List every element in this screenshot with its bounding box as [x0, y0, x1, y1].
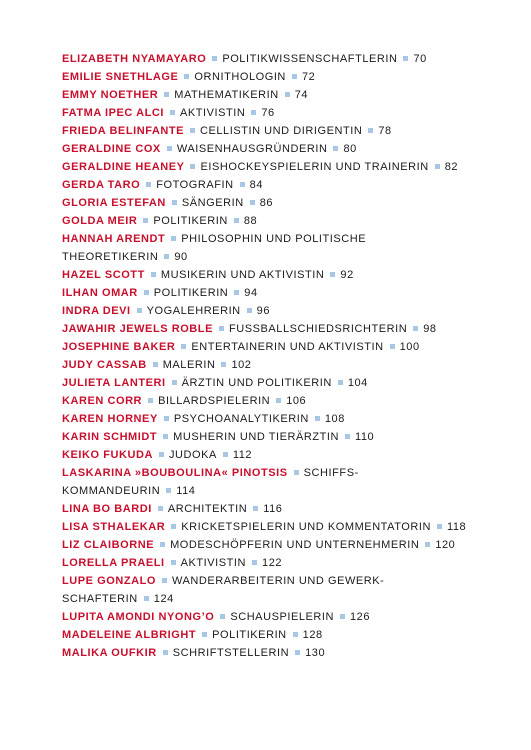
entry-name: LISA STHALEKAR: [62, 521, 166, 533]
entry-description: AKTIVISTIN: [180, 557, 247, 569]
entry-page-number: 82: [444, 161, 459, 173]
index-entry: [62, 122, 482, 140]
separator-square-icon: [212, 56, 217, 61]
separator-square-icon: [413, 326, 418, 331]
separator-square-icon: [184, 74, 189, 79]
index-entry: [62, 302, 482, 320]
index-entry: [62, 104, 482, 122]
entry-description: SCHAUSPIELERIN: [230, 611, 334, 623]
index-entry: [62, 464, 482, 500]
separator-square-icon: [252, 560, 257, 565]
separator-square-icon: [164, 416, 169, 421]
entry-description: KRICKETSPIELERIN UND KOMMENTATORIN: [181, 521, 431, 533]
separator-square-icon: [167, 146, 172, 151]
entry-page-number: 88: [243, 215, 258, 227]
separator-square-icon: [164, 92, 169, 97]
entry-name: GOLDA MEIR: [62, 215, 138, 227]
separator-square-icon: [143, 218, 148, 223]
index-entry: [62, 212, 482, 230]
separator-square-icon: [202, 632, 207, 637]
index-entry: [62, 68, 482, 86]
entry-description: WANDERARBEITERIN UND GEWERK-: [172, 575, 385, 587]
separator-square-icon: [171, 560, 176, 565]
entry-page-number: 108: [324, 413, 345, 425]
entry-page-number: 98: [423, 323, 437, 335]
entry-description: BILLARDSPIELERIN: [158, 395, 271, 407]
separator-square-icon: [146, 182, 151, 187]
separator-square-icon: [368, 128, 373, 133]
separator-square-icon: [276, 398, 281, 403]
entry-description: FUSSBALLSCHIEDSRICHTERIN: [228, 323, 408, 335]
entry-name: JOSEPHINE BAKER: [62, 341, 176, 353]
separator-square-icon: [172, 380, 177, 385]
entry-page-number: 70: [413, 53, 427, 65]
entry-page-number: 114: [176, 485, 196, 497]
entry-description: ÄRZTIN UND POLITIKERIN: [181, 377, 332, 389]
entry-page-number: 106: [286, 395, 307, 407]
entry-name: JUDY CASSAB: [62, 359, 147, 371]
entry-description: ARCHITEKTIN: [167, 503, 248, 515]
entry-description: MUSIKERIN UND AKTIVISTIN: [160, 269, 325, 281]
separator-square-icon: [221, 362, 226, 367]
entry-page-number: 78: [378, 125, 392, 137]
entry-page-number: 72: [301, 71, 316, 83]
entry-name: KAREN CORR: [62, 395, 143, 407]
separator-square-icon: [340, 614, 345, 619]
entry-description: MALERIN: [162, 359, 216, 371]
separator-square-icon: [181, 344, 186, 349]
index-entry: [62, 158, 482, 176]
entry-page-number: 118: [446, 521, 467, 533]
separator-square-icon: [219, 326, 224, 331]
index-entry: [62, 536, 482, 554]
entry-description: YOGALEHRERIN: [146, 305, 241, 317]
entry-name: EMILIE SNETHLAGE: [62, 71, 179, 83]
entry-name: FRIEDA BELINFANTE: [62, 125, 184, 137]
index-entry: [62, 194, 482, 212]
entry-description: POLITIKERIN: [212, 629, 287, 641]
separator-square-icon: [437, 524, 442, 529]
separator-square-icon: [223, 452, 228, 457]
entry-description: MODESCHÖPFERIN UND UNTERNEHMERIN: [170, 539, 420, 551]
entry-description: ORNITHOLOGIN: [194, 71, 286, 83]
entry-description: SCHRIFTSTELLERIN: [172, 647, 290, 659]
index-entry: [62, 230, 482, 266]
entry-description-continued: THEORETIKERIN: [62, 251, 159, 263]
index-entry: [62, 284, 482, 302]
entry-page-number: 80: [343, 143, 357, 155]
entry-name: GLORIA ESTEFAN: [62, 197, 166, 209]
separator-square-icon: [144, 290, 149, 295]
entry-name: INDRA DEVI: [62, 305, 131, 317]
entry-page-number: 102: [231, 359, 252, 371]
index-entry: [62, 626, 482, 644]
separator-square-icon: [172, 200, 177, 205]
separator-square-icon: [190, 164, 195, 169]
entry-page-number: 120: [435, 539, 456, 551]
separator-square-icon: [338, 380, 343, 385]
separator-square-icon: [435, 164, 440, 169]
separator-square-icon: [137, 308, 142, 313]
separator-square-icon: [240, 182, 245, 187]
index-entry: [62, 338, 482, 356]
entry-page-number: 86: [259, 197, 274, 209]
entry-name: KARIN SCHMIDT: [62, 431, 158, 443]
entry-name: HANNAH ARENDT: [62, 233, 166, 245]
separator-square-icon: [190, 128, 195, 133]
index-entry: [62, 410, 482, 428]
separator-square-icon: [163, 434, 168, 439]
entry-description: JUDOKA: [168, 449, 217, 461]
index-entry: [62, 392, 482, 410]
entry-page-number: 126: [349, 611, 370, 623]
entry-name: MADELEINE ALBRIGHT: [62, 629, 197, 641]
entry-name: HAZEL SCOTT: [62, 269, 145, 281]
entry-description: CELLISTIN UND DIRIGENTIN: [200, 125, 363, 137]
separator-square-icon: [315, 416, 320, 421]
index-entry: [62, 572, 482, 608]
entry-page-number: 90: [174, 251, 188, 263]
separator-square-icon: [158, 506, 163, 511]
entry-description: POLITIKERIN: [153, 215, 228, 227]
entry-name: KEIKO FUKUDA: [62, 449, 153, 461]
index-entry: [62, 644, 482, 662]
entry-name: JULIETA LANTERI: [62, 377, 166, 389]
separator-square-icon: [425, 542, 430, 547]
entry-name: LUPE GONZALO: [62, 575, 156, 587]
index-entry: [62, 176, 482, 194]
entry-description: AKTIVISTIN: [179, 107, 246, 119]
separator-square-icon: [234, 218, 239, 223]
separator-square-icon: [292, 74, 297, 79]
separator-square-icon: [294, 470, 299, 475]
index-entry: [62, 320, 482, 338]
entry-page-number: 110: [355, 431, 375, 443]
entry-name: LINA BO BARDI: [62, 503, 152, 515]
entry-continuation: [62, 590, 482, 608]
separator-square-icon: [403, 56, 408, 61]
entry-name: FATMA IPEC ALCI: [62, 107, 164, 119]
separator-square-icon: [345, 434, 350, 439]
entry-page-number: 124: [153, 593, 174, 605]
entry-page-number: 96: [256, 305, 271, 317]
separator-square-icon: [295, 650, 300, 655]
index-list: [62, 50, 482, 662]
entry-description: POLITIKERIN: [153, 287, 229, 299]
entry-name: LUPITA AMONDI NYONG’O: [62, 611, 215, 623]
separator-square-icon: [253, 506, 258, 511]
entry-page-number: 122: [262, 557, 283, 569]
entry-page-number: 116: [263, 503, 283, 515]
entry-page-number: 112: [232, 449, 253, 461]
separator-square-icon: [164, 254, 169, 259]
entry-page-number: 130: [305, 647, 326, 659]
separator-square-icon: [333, 146, 338, 151]
index-entry: [62, 500, 482, 518]
separator-square-icon: [234, 290, 239, 295]
entry-description: MUSHERIN UND TIERÄRZTIN: [173, 431, 339, 443]
index-entry: [62, 608, 482, 626]
separator-square-icon: [170, 110, 175, 115]
entry-page-number: 94: [244, 287, 258, 299]
entry-name: LASKARINA »BOUBOULINA« PINOTSIS: [62, 467, 288, 479]
entry-name: LORELLA PRAELI: [62, 557, 165, 569]
separator-square-icon: [153, 362, 158, 367]
entry-description: SCHIFFS-: [303, 467, 359, 479]
entry-name: ILHAN OMAR: [62, 287, 138, 299]
index-entry: [62, 554, 482, 572]
index-entry: [62, 356, 482, 374]
entry-description-continued: SCHAFTERIN: [62, 593, 138, 605]
entry-name: LIZ CLAIBORNE: [62, 539, 155, 551]
index-entry: [62, 446, 482, 464]
entry-page-number: 128: [302, 629, 323, 641]
entry-description-continued: KOMMANDEURIN: [62, 485, 161, 497]
separator-square-icon: [160, 542, 165, 547]
entry-page-number: 92: [340, 269, 354, 281]
separator-square-icon: [247, 308, 252, 313]
index-entry: [62, 374, 482, 392]
separator-square-icon: [293, 632, 298, 637]
separator-square-icon: [220, 614, 225, 619]
entry-continuation: [62, 248, 482, 266]
separator-square-icon: [390, 344, 395, 349]
separator-square-icon: [148, 398, 153, 403]
separator-square-icon: [171, 524, 176, 529]
entry-continuation: [62, 482, 482, 500]
separator-square-icon: [166, 488, 171, 493]
entry-description: ENTERTAINERIN UND AKTIVISTIN: [191, 341, 384, 353]
index-entry: [62, 86, 482, 104]
separator-square-icon: [159, 452, 164, 457]
entry-description: SÄNGERIN: [181, 197, 244, 209]
entry-description: EISHOCKEYSPIELERIN UND TRAINERIN: [200, 161, 429, 173]
entry-name: ELIZABETH NYAMAYARO: [62, 53, 207, 65]
separator-square-icon: [162, 578, 167, 583]
entry-page-number: 74: [294, 89, 309, 101]
separator-square-icon: [163, 650, 168, 655]
index-entry: [62, 428, 482, 446]
entry-page-number: 104: [347, 377, 368, 389]
separator-square-icon: [144, 596, 149, 601]
entry-description: PHILOSOPHIN UND POLITISCHE: [181, 233, 367, 245]
entry-name: GERALDINE COX: [62, 143, 161, 155]
separator-square-icon: [330, 272, 335, 277]
entry-name: KAREN HORNEY: [62, 413, 158, 425]
entry-page-number: 76: [261, 107, 275, 119]
entry-name: GERDA TARO: [62, 179, 141, 191]
entry-description: PSYCHOANALYTIKERIN: [173, 413, 309, 425]
index-entry: [62, 50, 482, 68]
entry-name: MALIKA OUFKIR: [62, 647, 157, 659]
entry-name: EMMY NOETHER: [62, 89, 159, 101]
entry-name: GERALDINE HEANEY: [62, 161, 185, 173]
separator-square-icon: [285, 92, 290, 97]
separator-square-icon: [151, 272, 156, 277]
separator-square-icon: [250, 200, 255, 205]
entry-description: MATHEMATIKERIN: [174, 89, 279, 101]
index-entry: [62, 518, 482, 536]
separator-square-icon: [171, 236, 176, 241]
entry-description: WAISENHAUSGRÜNDERIN: [176, 143, 328, 155]
entry-name: JAWAHIR JEWELS ROBLE: [62, 323, 213, 335]
index-entry: [62, 266, 482, 284]
entry-page-number: 100: [399, 341, 420, 353]
entry-description: FOTOGRAFIN: [156, 179, 234, 191]
index-entry: [62, 140, 482, 158]
entry-page-number: 84: [249, 179, 263, 191]
entry-description: POLITIKWISSENSCHAFTLERIN: [222, 53, 398, 65]
separator-square-icon: [251, 110, 256, 115]
